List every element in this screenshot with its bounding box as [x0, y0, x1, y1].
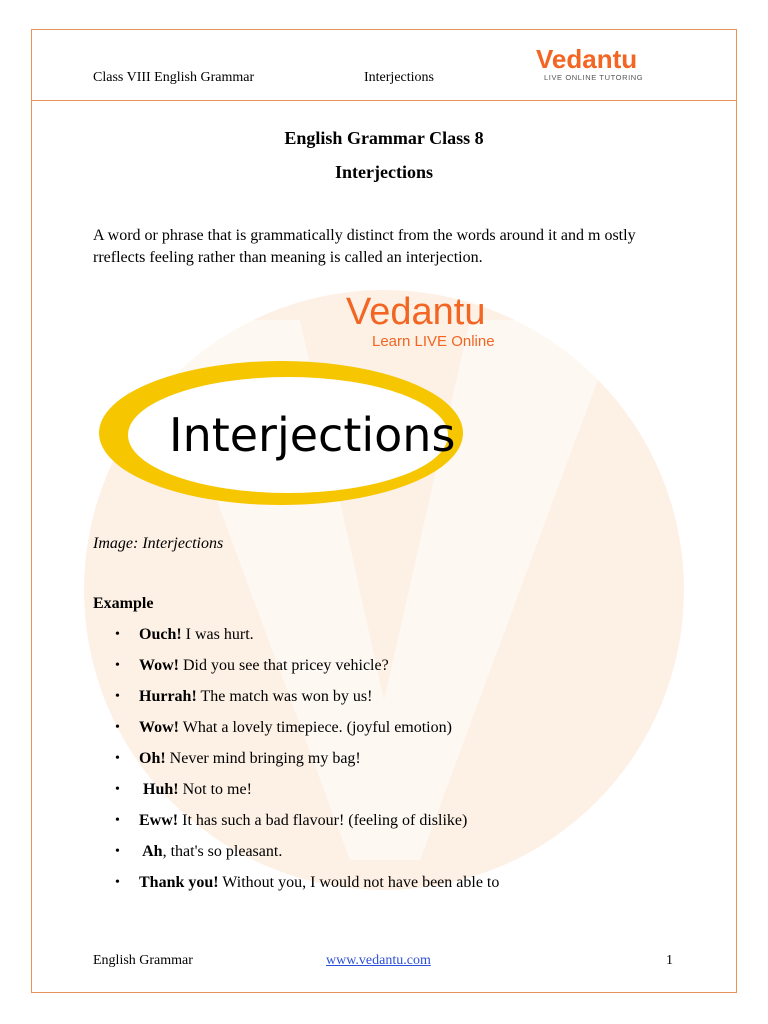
footer-website-link[interactable]: www.vedantu.com: [326, 953, 431, 968]
page-number: 1: [666, 953, 673, 968]
image-logo-tagline: Learn LIVE Online: [372, 333, 495, 350]
interjections-banner-image: [96, 358, 466, 508]
list-item: • Eww! It has such a bad flavour! (feeling of dislike): [110, 810, 499, 841]
intro-paragraph: A word or phrase that is grammatically distinct from the words around it and m ostly rreflects feeling rather than meaning is called an interjection.: [93, 227, 636, 266]
footer-label: English Grammar: [93, 953, 193, 968]
list-item: • Ouch! I was hurt.: [110, 624, 499, 655]
vedantu-header-logo: [536, 44, 676, 84]
example-heading: Example: [93, 595, 154, 612]
example-list: [110, 624, 499, 903]
banner-text: Interjections: [169, 408, 456, 462]
list-item: • Ah, that's so pleasant.: [110, 841, 499, 872]
document-subtitle: Interjections: [335, 162, 433, 182]
header-course-label: Class VIII English Grammar: [93, 70, 255, 85]
header-divider: [31, 100, 737, 101]
header-logo-tagline: LIVE ONLINE TUTORING: [544, 73, 644, 82]
list-item: • Wow! What a lovely timepiece. (joyful emotion): [110, 717, 499, 748]
document-title: English Grammar Class 8: [284, 128, 484, 148]
list-item: • Thank you! Without you, I would not have been able to: [110, 872, 499, 903]
image-caption: Image: Interjections: [93, 535, 224, 552]
header-topic-label: Interjections: [364, 70, 434, 85]
list-item: • Hurrah! The match was won by us!: [110, 686, 499, 717]
header-logo-text: Vedantu: [536, 44, 638, 74]
image-logo-text: Vedantu: [346, 291, 486, 333]
list-item: • Oh! Never mind bringing my bag!: [110, 748, 499, 779]
list-item: • Huh! Not to me!: [110, 779, 499, 810]
vedantu-image-logo: [346, 284, 516, 354]
list-item: • Wow! Did you see that pricey vehicle?: [110, 655, 499, 686]
